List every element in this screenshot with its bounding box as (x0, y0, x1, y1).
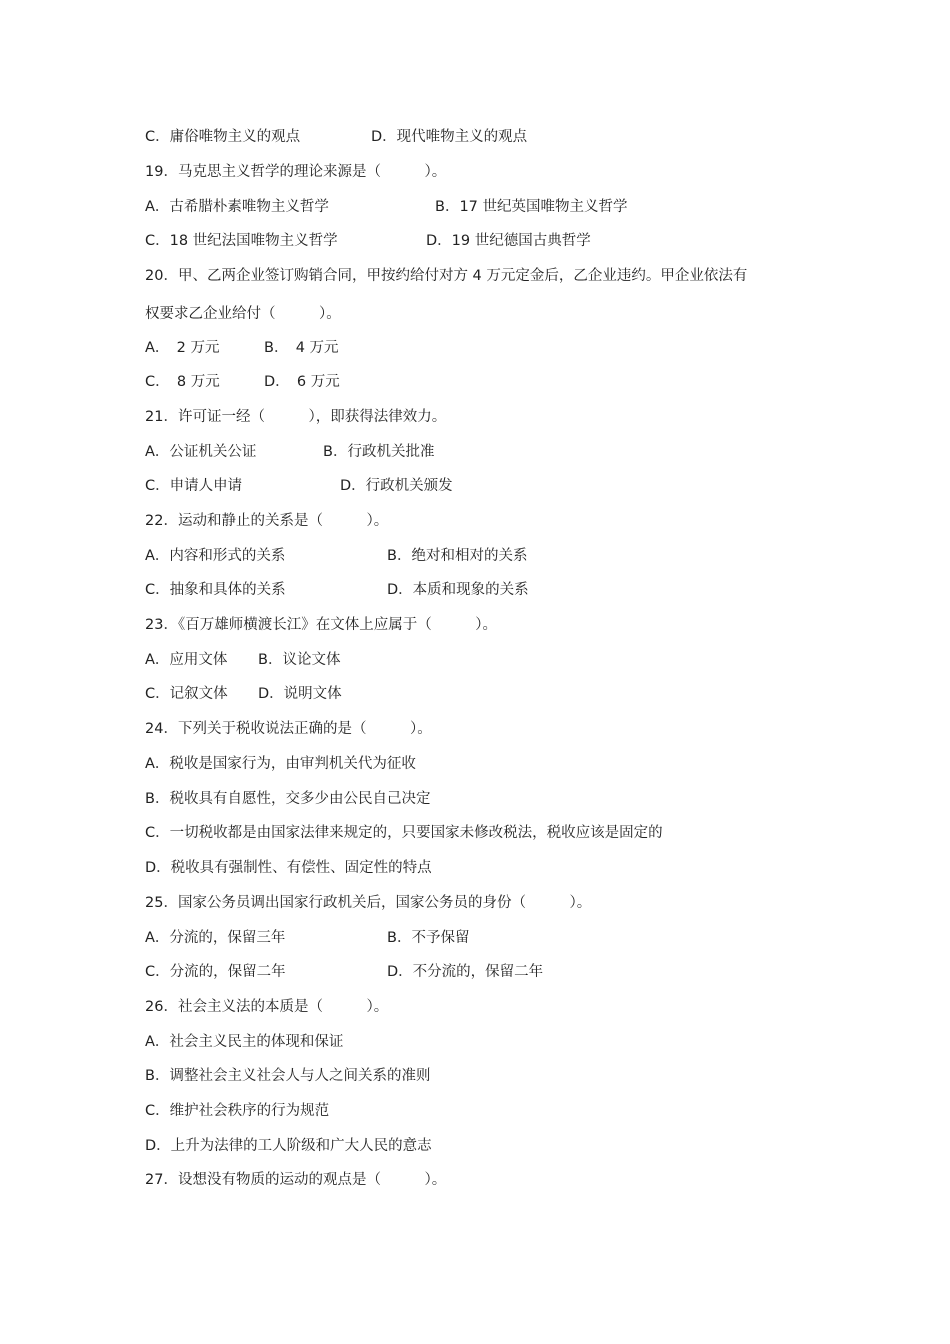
option-line: A．公证机关公证 (145, 444, 257, 460)
option-line: A．古希腊朴素唯物主义哲学 (145, 199, 329, 215)
option-line: B．绝对和相对的关系 (387, 548, 528, 564)
option-line: A． 2 万元 (145, 340, 220, 356)
option-line: B．17 世纪英国唯物主义哲学 (435, 199, 628, 215)
option-line: D．本质和现象的关系 (387, 582, 529, 598)
option-line: C． 8 万元 (145, 374, 220, 390)
option-line: C．抽象和具体的关系 (145, 582, 286, 598)
option-line: C．申请人申请 (145, 478, 243, 494)
option-line: A．应用文体 (145, 652, 228, 668)
option-line: B．行政机关批准 (323, 444, 435, 460)
question-line: 26．社会主义法的本质是（ ）。 (145, 999, 389, 1015)
option-line: C．分流的，保留二年 (145, 964, 286, 980)
question-line: 25．国家公务员调出国家行政机关后，国家公务员的身份（ ）。 (145, 895, 592, 911)
option-line: C．18 世纪法国唯物主义哲学 (145, 233, 338, 249)
option-line: C．记叙文体 (145, 686, 228, 702)
option-line: A．社会主义民主的体现和保证 (145, 1034, 344, 1050)
option-line: D．说明文体 (258, 686, 342, 702)
question-line: 19．马克思主义哲学的理论来源是（ ）。 (145, 164, 447, 180)
question-line: 20．甲、乙两企业签订购销合同，甲按约给付对方 4 万元定金后，乙企业违约。甲企业依法有 (145, 268, 748, 284)
question-line: 22．运动和静止的关系是（ ）。 (145, 513, 389, 529)
option-line: B．议论文体 (258, 652, 341, 668)
option-line: C．维护社会秩序的行为规范 (145, 1103, 330, 1119)
option-line: D．不分流的，保留二年 (387, 964, 544, 980)
option-line: D．上升为法律的工人阶级和广大人民的意志 (145, 1138, 432, 1154)
question-line: 21．许可证一经（ ），即获得法律效力。 (145, 409, 447, 425)
option-line: A．税收是国家行为，由审判机关代为征收 (145, 756, 416, 772)
question-line: 24．下列关于税收说法正确的是（ ）。 (145, 721, 432, 737)
option-line: D．19 世纪德国古典哲学 (426, 233, 591, 249)
option-line: D．现代唯物主义的观点 (371, 129, 528, 145)
option-line: B． 4 万元 (264, 340, 339, 356)
question-line: 权要求乙企业给付（ ）。 (145, 306, 341, 322)
option-line: C．庸俗唯物主义的观点 (145, 129, 301, 145)
option-line: B．调整社会主义社会人与人之间关系的准则 (145, 1068, 431, 1084)
option-line: A．内容和形式的关系 (145, 548, 286, 564)
option-line: D．税收具有强制性、有偿性、固定性的特点 (145, 860, 432, 876)
option-line: D． 6 万元 (264, 374, 340, 390)
option-line: B．税收具有自愿性，交多少由公民自己决定 (145, 791, 431, 807)
option-line: B．不予保留 (387, 930, 470, 946)
option-line: A．分流的，保留三年 (145, 930, 286, 946)
question-line: 27．设想没有物质的运动的观点是（ ）。 (145, 1172, 447, 1188)
question-line: 23．《百万雄师横渡长江》在文体上应属于（ ）。 (145, 617, 497, 633)
option-line: D．行政机关颁发 (340, 478, 453, 494)
option-line: C．一切税收都是由国家法律来规定的，只要国家未修改税法，税收应该是固定的 (145, 825, 663, 841)
